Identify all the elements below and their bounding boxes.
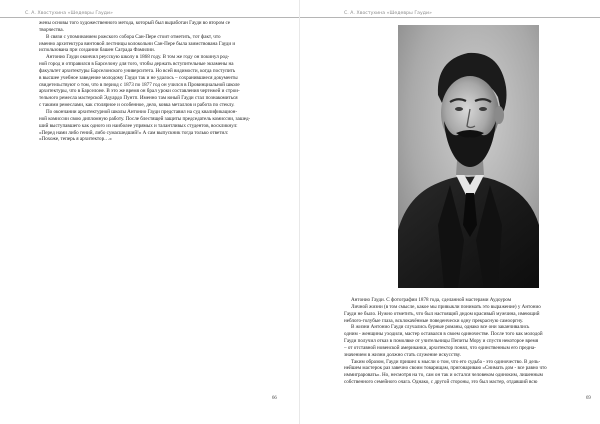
text-line: ший выступавшего как одного из наиболее упрямых и талантливых студентов, воскликнул:: [39, 122, 238, 129]
text-line: Антонио Гауди. С фотографии 1878 года, сделанной мастерами Аудоуром: [351, 297, 512, 303]
header-rule: [300, 17, 600, 18]
text-line: факультет архитектуры Барселонского университета. Но всей видимости, когда поступить: [39, 67, 236, 74]
running-header: С. А. Хвостухина «Шедевры Гауди»: [344, 11, 432, 16]
text-line: жены основы того художественного метода, который был выработан Гауди во втором се: [39, 20, 231, 26]
text-line: значением в жизни должно стать служение искусству.: [344, 351, 461, 358]
text-line: свидетельствуют о том, что в период с 1873 по 1877 год он учился в Провинциальной школе: [39, 81, 240, 88]
text-line: «Перед нами либо гений, либо сумасшедший!» А сам выпускник тогда только ответил:: [39, 129, 229, 136]
text-line: использована при создании башен Саграда Фамилии.: [39, 47, 155, 54]
text-line: иммиграровать». Но, несмотря на то, сам он так и остался человеком одиноким, лишенным: [344, 372, 543, 379]
text-line: с такими ремеслами, как столярное и особенное, дело, ковка металлов и работа по стеклу.: [39, 102, 235, 109]
text-line: ной город и отправился в Барселону для того, чтобы держать вступительные экзамены на: [39, 61, 234, 68]
text-line: неблого-голубые глаза, всклокачёнмые поведенчески одну прекрасную самооргну.: [344, 317, 524, 324]
text-line: По окончании архитектурной школы Антонио Гауди представил на суд квалификацион-: [46, 108, 238, 115]
running-header: С. А. Хвостухина «Шедевры Гауди»: [25, 11, 113, 16]
text-line: В жизни Антонио Гауди случались бурные романы, однако все они заканчивались: [351, 324, 530, 331]
text-line: В связи с упоминанием рожского собора Сан-Пере стоит отметить, тот факт, что: [46, 33, 221, 40]
text-line: – от отставной новенской американки, архитектор понял, что единственным его предна-: [344, 344, 536, 351]
right-page: [300, 0, 600, 424]
portrait-photograph: [398, 25, 539, 288]
text-line: одним - женщины уходили, мастер оставался в своем одиночестве. После того как молодой: [344, 331, 543, 338]
text-line: Антонио Гауди окончил реусскую школу в 1868 году. В том же году он покинул род-: [46, 54, 230, 61]
text-line: тельного ремесла мастерской Эдуардо Пунтп. Именно там юный Гауди стал познакомиться: [39, 95, 238, 102]
page-number: 69: [586, 396, 591, 401]
header-rule: [0, 17, 300, 18]
text-line: собственного семейного очага. Однако, с другой стороны, это был мастер, отдавший всю: [344, 379, 538, 386]
body-text: [344, 297, 582, 386]
text-line: ной комиссии свою дипломную работу. После блестящей защиты председатель комиссии, зашед-: [39, 115, 251, 122]
page-number: 66: [272, 396, 277, 401]
text-line: Личной жизни (в том смысле, какое мы привыкли понимать это выражение) у Антонио: [351, 303, 541, 310]
body-text: [39, 20, 278, 143]
text-line: Гауди получил отказ в помолвке от учительницы Пепиты Мору и спустя некоторое время: [344, 338, 539, 345]
text-line: Таким образом, Гауди пришел к мысли о том, что его судьба - это одиночество. В дель-: [351, 358, 541, 365]
text-line: нейшем мастерок раз завечно своим товарищам, приговариваю «Снимать дом - все равно что: [344, 365, 547, 372]
text-line: именно архитектура винтовой лестницы колокольни Сан-Пере была заимствована Гауди и: [39, 40, 236, 47]
text-line: творчества.: [39, 26, 64, 33]
text-line: в высшее учебное заведение молодому Гауди так и не удалось – сохранившиеся документы: [39, 74, 238, 81]
text-line: Гауди не было. Нужно отметить, что был настоящий дндом красивый мужчина, имеющий: [344, 310, 540, 317]
text-line: «Похоже, теперь я архитектор…»: [39, 136, 112, 143]
text-line: архитектуры, что в Барселоне. В это же время он брал уроки составления чертежей и строи-: [39, 88, 240, 95]
